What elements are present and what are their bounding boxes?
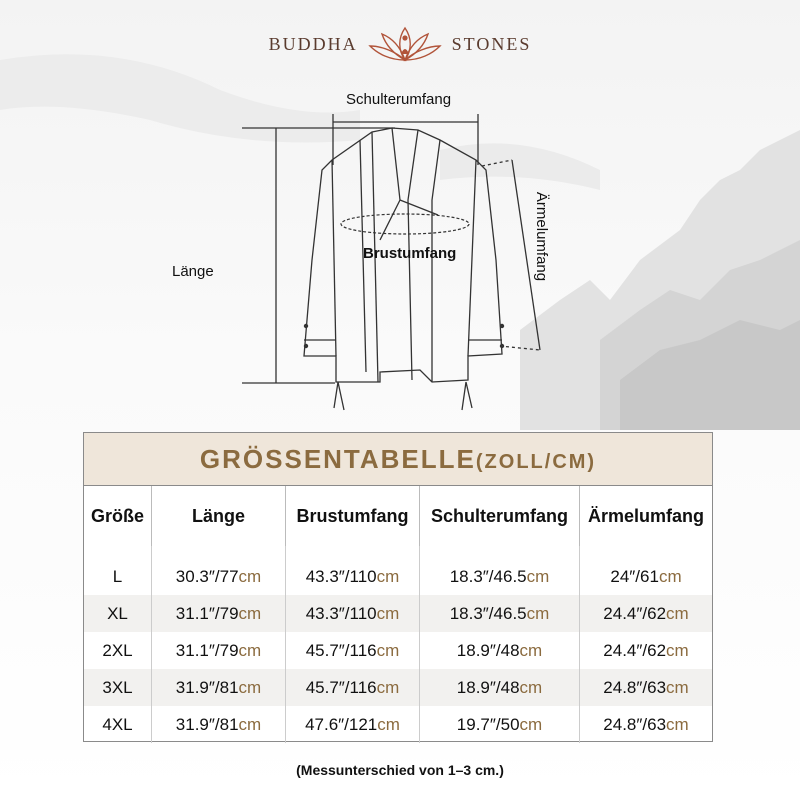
size-table — [83, 432, 713, 742]
measure-cell — [152, 632, 286, 669]
header-chest: Brustumfang — [286, 486, 420, 546]
unit-suffix: cm — [376, 677, 400, 697]
measurement-footnote: (Messunterschied von 1–3 cm.) — [296, 762, 504, 778]
size-cell: 3XL — [84, 669, 152, 706]
header-shoulder: Schulterumfang — [420, 486, 580, 546]
unit-suffix: cm — [519, 640, 543, 660]
measure-value: 31.9″/81 — [175, 677, 239, 697]
measure-cell — [152, 595, 286, 632]
chest-label: Brustumfang — [363, 245, 457, 262]
unit-suffix: cm — [519, 677, 543, 697]
measure-cell — [580, 632, 712, 669]
measure-cell — [420, 669, 580, 706]
unit-suffix: cm — [377, 714, 400, 734]
measure-cell — [580, 706, 712, 743]
table-row — [84, 595, 712, 632]
measure-value: 24.8″/63 — [603, 714, 667, 734]
unit-suffix: cm — [666, 677, 689, 697]
size-cell: L — [84, 558, 152, 595]
measure-cell — [580, 558, 712, 595]
unit-suffix: cm — [666, 603, 689, 623]
length-label: Länge — [172, 263, 214, 280]
measure-value: 24.4″/62 — [603, 603, 667, 623]
measure-cell — [286, 632, 420, 669]
unit-suffix: cm — [238, 677, 262, 697]
size-cell: XL — [84, 595, 152, 632]
measure-value: 18.9″/48 — [456, 677, 520, 697]
measure-value: 24.4″/62 — [603, 640, 667, 660]
table-spacer — [84, 546, 712, 558]
unit-suffix: cm — [238, 640, 262, 660]
measure-value: 24.8″/63 — [603, 677, 667, 697]
table-row — [84, 558, 712, 595]
unit-suffix: cm — [658, 566, 682, 586]
measure-cell — [286, 558, 420, 595]
measure-cell — [152, 669, 286, 706]
measure-cell — [420, 595, 580, 632]
unit-suffix: cm — [526, 603, 550, 623]
measure-value: 18.9″/48 — [456, 640, 520, 660]
table-title: GRÖSSENTABELLE(ZOLL/CM) — [199, 443, 597, 474]
table-title-bar — [84, 433, 712, 486]
measure-value: 45.7″/116 — [305, 677, 377, 697]
measure-value: 43.3″/110 — [305, 566, 377, 586]
header-length: Länge — [152, 486, 286, 546]
unit-suffix: cm — [376, 566, 400, 586]
table-row — [84, 706, 712, 743]
measure-cell — [152, 706, 286, 743]
size-cell: 4XL — [84, 706, 152, 743]
unit-suffix: cm — [376, 640, 400, 660]
sleeve-label: Ärmelumfang — [533, 191, 551, 282]
measure-value: 31.9″/81 — [175, 714, 239, 734]
measure-cell — [580, 595, 712, 632]
table-row — [84, 632, 712, 669]
table-body — [84, 558, 712, 743]
table-title-unit: (ZOLL/CM) — [475, 450, 597, 473]
measure-cell — [286, 706, 420, 743]
unit-suffix: cm — [238, 603, 262, 623]
header-sleeve: Ärmelumfang — [587, 505, 704, 526]
unit-suffix: cm — [666, 714, 689, 734]
brand-word-right: STONES — [451, 33, 532, 54]
unit-suffix: cm — [238, 714, 262, 734]
table-row — [84, 669, 712, 706]
unit-suffix: cm — [376, 603, 400, 623]
measure-value: 18.3″/46.5 — [449, 566, 527, 586]
measure-value: 31.1″/79 — [175, 640, 239, 660]
measure-cell — [580, 669, 712, 706]
measure-value: 24″/61 — [610, 566, 659, 586]
measure-cell — [286, 669, 420, 706]
measure-cell — [152, 558, 286, 595]
measure-cell — [420, 706, 580, 743]
measure-cell — [420, 558, 580, 595]
unit-suffix: cm — [666, 640, 689, 660]
header-size: Größe — [84, 486, 152, 546]
measure-value: 18.3″/46.5 — [449, 603, 527, 623]
measure-cell — [420, 632, 580, 669]
measure-value: 45.7″/116 — [305, 640, 377, 660]
measure-value: 19.7″/50 — [456, 714, 520, 734]
unit-suffix: cm — [526, 566, 550, 586]
measure-value: 30.3″/77 — [175, 566, 239, 586]
brand-word-left: BUDDHA — [268, 33, 358, 54]
table-header-row — [84, 486, 712, 546]
unit-suffix: cm — [519, 714, 543, 734]
unit-suffix: cm — [238, 566, 262, 586]
measure-cell — [286, 595, 420, 632]
measure-value: 31.1″/79 — [175, 603, 239, 623]
measure-value: 43.3″/110 — [305, 603, 377, 623]
shoulder-label: Schulterumfang — [346, 91, 452, 108]
size-cell: 2XL — [84, 632, 152, 669]
measure-value: 47.6″/121 — [305, 714, 378, 734]
